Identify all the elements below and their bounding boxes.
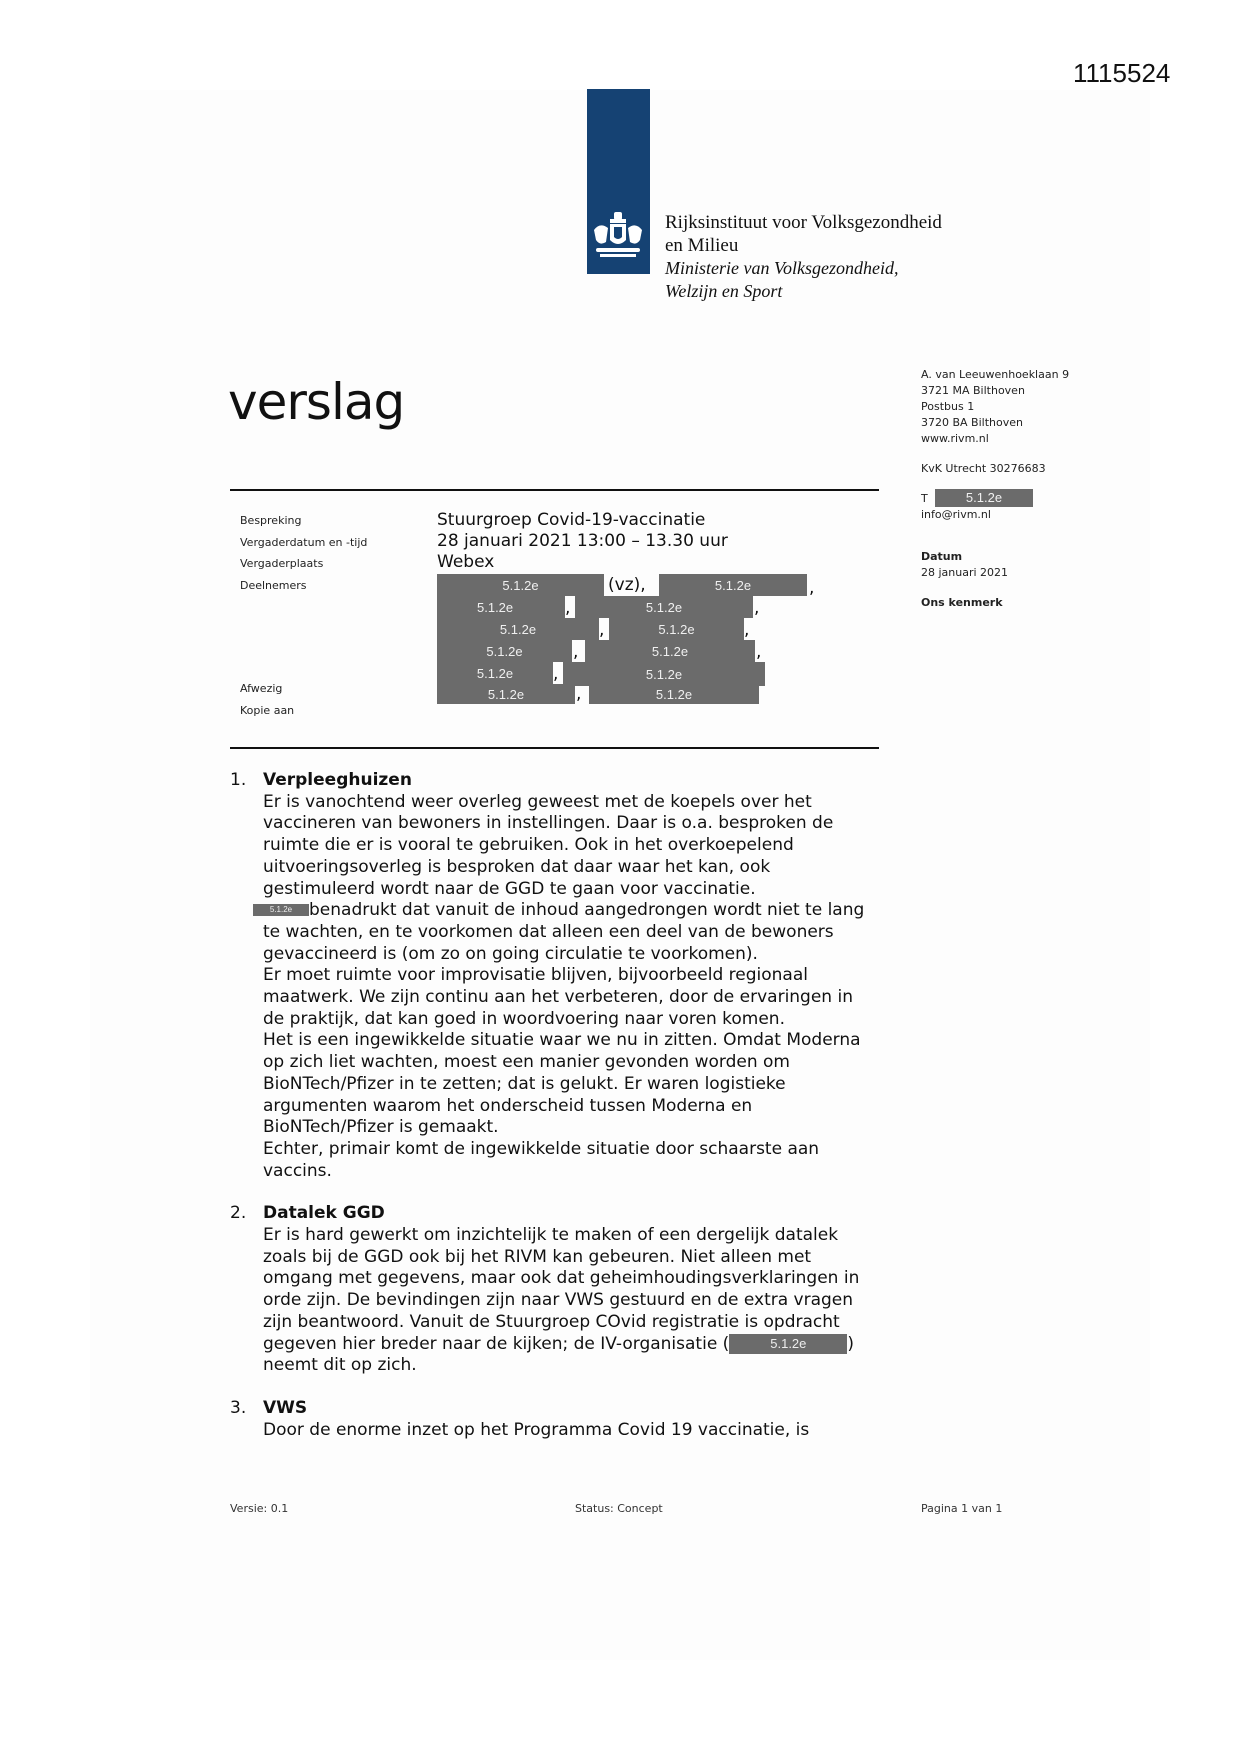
redacted-organisation: 5.1.2e [729,1334,847,1354]
royal-crest-icon [590,210,646,264]
meta-labels: Bespreking Vergaderdatum en -tijd Vergaderplaats Deelnemers [240,514,368,592]
website-link[interactable]: www.rivm.nl [921,432,989,445]
redacted-name: 5.1.2e [253,904,309,916]
divider-top [230,489,879,491]
document-number: 1115524 [1073,58,1171,88]
section-verpleeghuizen: 1. Verpleeghuizen Er is vanochtend weer overleg geweest met de koepels over het vaccineren van bewoners in instellingen. Daar is o.a. besproken de ruimte die er is vooral te gebruiken. Ook in het overkoepelend uitvoeringsoverleg is besproken dat daar waar het kan, ook gestimuleerd wordt naar de GGD te gaan voor vaccinatie. 5.1.2e benadrukt dat vanuit de inhoud aangedrongen wordt niet te lang te wachten, en te voorkomen dat alleen een deel van de bewoners gevaccineerd is (om zo on going circulatie te voorkomen). Er moet ruimte voor improvisatie blijven, bijvoorbeeld regionaal maatwerk. We zijn continu aan het verbeteren, door de ervaringen in de praktijk, dat kan goed in woordvoering naar voren komen. Het is een ingewikkelde situatie waar we nu in zitten. Omdat Moderna op zich liet wachten, moest een manier gevonden worden om BioNTech/Pfizer in te zetten; dat is gelukt. Er waren logistieke argumenten waarom het onderscheid tussen Moderna en BioNTech/Pfizer is gemaakt. Echter, primair komt de ingewikkelde situatie door schaarste aan vaccins. [230,770,910,1182]
meeting-location: Webex [437,552,495,572]
sidebar-contact: A. van Leeuwenhoeklaan 9 3721 MA Bilthoven Postbus 1 3720 BA Bilthoven www.rivm.nl KvK Utrecht 30276683 T 5.1.2e info@rivm.nl Datum 28 januari 2021 Ons kenmerk [921,368,1070,609]
section-heading: VWS [263,1397,308,1418]
email-link[interactable]: info@rivm.nl [921,508,991,521]
footer-version: Versie: 0.1 [230,1502,289,1515]
meta-values [437,510,728,573]
meeting-name: Stuurgroep Covid-19-vaccinatie [437,510,706,530]
section-heading: Verpleeghuizen [263,770,412,790]
organization-name: Rijksinstituut voor Volksgezondheid en Milieu Ministerie van Volksgezondheid, Welzijn en Sport [665,212,942,301]
section-heading: Datalek GGD [263,1203,385,1224]
divider-bottom [230,747,879,749]
section-datalek-ggd: 2. Datalek GGD Er is hard gewerkt om inzichtelijk te maken of een dergelijk datalek zoals bij de GGD ook bij het RIVM kan gebeuren. Niet alleen met omgang met gegevens, maar ook dat geheimhoudingsverklaringen in orde zijn. De bevindingen zijn naar VWS gestuurd en de extra vragen zijn beantwoord. Vanuit de Stuurgroep COvid registratie is opdracht gegeven hier breder naar de kijken; de IV-organisatie ( 5.1.2e ) neemt dit op zich. [230,1203,910,1377]
label-afwezig: Afwezig [240,682,283,695]
footer-status: Status: Concept [575,1502,663,1515]
section-vws: 3. VWS Door de enorme inzet op het Programma Covid 19 vaccinatie, is [230,1398,910,1441]
document-title: verslag [228,373,405,431]
meeting-datetime: 28 januari 2021 13:00 – 13.30 uur [437,531,728,551]
label-kopie: Kopie aan [240,704,295,717]
minutes-body [230,770,910,1462]
footer-page: Pagina 1 van 1 [921,1502,1003,1515]
redacted-phone: 5.1.2e [935,489,1033,507]
